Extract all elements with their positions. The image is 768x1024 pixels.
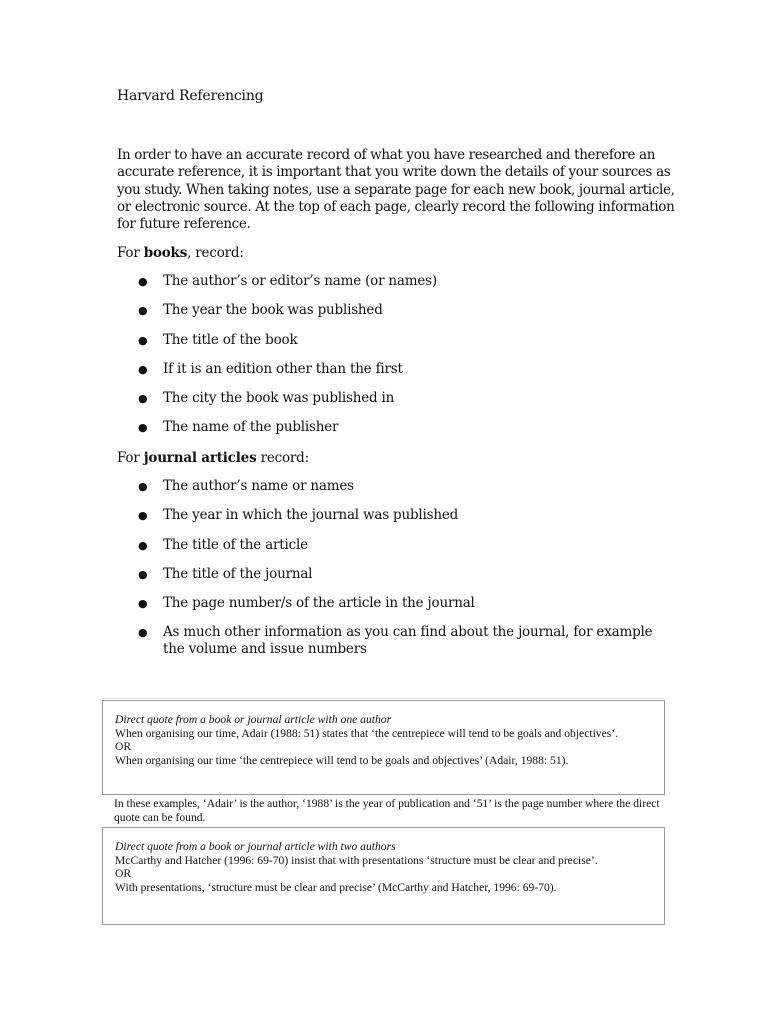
example-quote-2: With presentations, ‘structure must be clear and precise’ (McCarthy and Hatcher, 1996: 69-70). bbox=[115, 880, 557, 894]
list-item: ● The author’s or editor’s name (or names) bbox=[138, 273, 437, 289]
list-item: ● The year in which the journal was published bbox=[138, 507, 459, 524]
list-item: ● The city the book was published in bbox=[138, 390, 395, 407]
bullet-icon: ● bbox=[138, 304, 148, 318]
bullet-icon: ● bbox=[138, 333, 148, 347]
journal-articles-list bbox=[138, 478, 658, 671]
bullet-icon: ● bbox=[138, 509, 148, 523]
list-item: ● The name of the publisher bbox=[138, 419, 339, 436]
journal-heading-prefix: For bbox=[117, 450, 144, 466]
bullet-icon: ● bbox=[138, 362, 148, 376]
bullet-icon: ● bbox=[138, 392, 148, 406]
journal-heading-suffix: record: bbox=[256, 450, 309, 466]
bullet-icon: ● bbox=[138, 567, 148, 581]
example-quote-1: McCarthy and Hatcher (1996: 69-70) insist that with presentations ‘structure must be clear and precise’. bbox=[115, 853, 598, 867]
journal-articles-heading bbox=[117, 450, 309, 466]
list-item: ● The title of the article bbox=[138, 536, 308, 553]
page-title: Harvard Referencing bbox=[117, 88, 264, 104]
books-heading bbox=[117, 245, 244, 261]
example-label: Direct quote from a book or journal article with two authors bbox=[115, 840, 396, 853]
example-or: OR bbox=[115, 740, 132, 753]
list-item: ● The title of the journal bbox=[138, 565, 313, 582]
bullet-icon: ● bbox=[138, 480, 148, 493]
list-item: ● If it is an edition other than the first bbox=[138, 360, 403, 377]
list-item: ● The page number/s of the article in the journal bbox=[138, 595, 475, 612]
example-quote-2: When organising our time ‘the centrepiece will tend to be goals and objectives’ (Adair, 1988: 51). bbox=[115, 753, 569, 767]
example-label: Direct quote from a book or journal article with one author bbox=[115, 713, 392, 726]
list-item: ● The author’s name or names bbox=[138, 478, 354, 494]
example-or: OR bbox=[115, 867, 132, 880]
bullet-icon: ● bbox=[138, 538, 148, 552]
list-item: ● The year the book was published bbox=[138, 302, 383, 319]
journal-heading-keyword: journal articles bbox=[143, 450, 257, 466]
example-explanation: In these examples, ‘Adair’ is the author, ‘1988’ is the year of publication and ‘51’ is the page number where the direct quote can be found. bbox=[114, 797, 660, 824]
divider bbox=[102, 698, 665, 699]
list-item: ● The title of the book bbox=[138, 331, 298, 348]
example-box-two-authors bbox=[102, 827, 665, 925]
example-quote-1: When organising our time, Adair (1988: 51) states that ‘the centrepiece will tend to be goals and objectives’. bbox=[115, 726, 619, 740]
example-box-one-author bbox=[102, 700, 665, 795]
books-heading-keyword: books bbox=[143, 245, 188, 261]
list-item: ● As much other information as you can find about the journal, for example the volume and issue numbers bbox=[138, 624, 653, 658]
bullet-icon: ● bbox=[138, 597, 148, 611]
books-list bbox=[138, 273, 658, 449]
books-heading-prefix: For bbox=[117, 245, 144, 261]
bullet-icon: ● bbox=[138, 421, 148, 435]
books-heading-suffix: , record: bbox=[187, 245, 244, 261]
intro-paragraph: In order to have an accurate record of what you have researched and therefore an accurate reference, it is important that you write down the details of your sources as you study. When taking notes, use a separate page for each new book, journal article, or electronic source. At the top of each page, clearly record the following information for future reference. bbox=[117, 147, 675, 233]
bullet-icon: ● bbox=[138, 626, 148, 640]
bullet-icon: ● bbox=[138, 275, 148, 288]
